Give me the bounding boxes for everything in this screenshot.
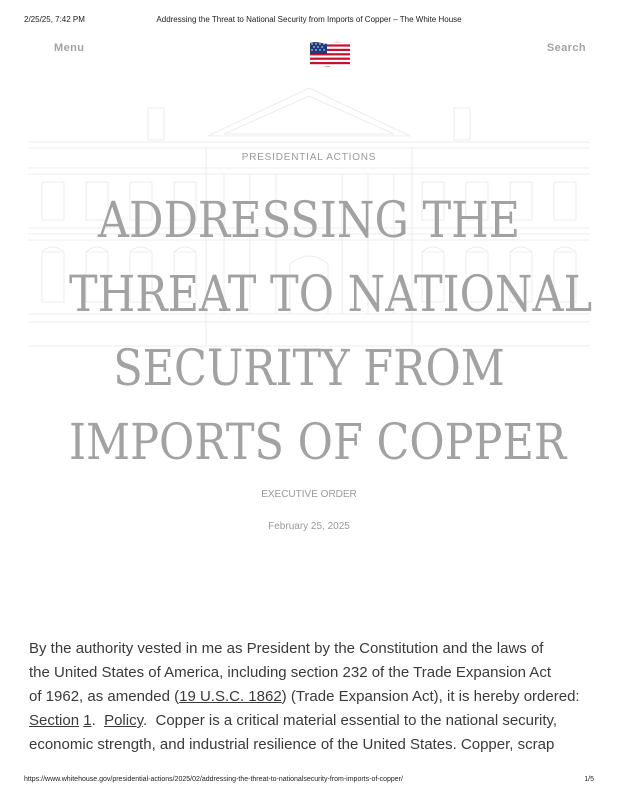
- article-body: [29, 637, 595, 757]
- doc-type-label[interactable]: EXECUTIVE ORDER: [261, 489, 357, 500]
- body-text-fragment: ) (Trade Expansion Act), it is hereby ordered:: [281, 688, 580, 705]
- usc-citation-link[interactable]: 19 U.S.C. 1862: [179, 688, 282, 705]
- body-line: economic strength, and industrial resilience of the United States. Copper, scrap: [29, 736, 555, 753]
- page-title: [69, 183, 593, 479]
- section-label: Section: [29, 712, 80, 729]
- section-number: 1: [83, 712, 92, 729]
- eyebrow-label[interactable]: PRESIDENTIAL ACTIONS: [241, 152, 377, 163]
- us-flag-icon[interactable]: [308, 40, 352, 70]
- body-line: the United States of America, including section 232 of the Trade Expansion Act: [29, 664, 551, 681]
- title-line: IMPORTS OF COPPER: [69, 413, 567, 471]
- menu-button[interactable]: Menu: [54, 42, 85, 54]
- body-text-fragment: of 1962, as amended (: [29, 688, 180, 705]
- site-nav: [0, 38, 618, 74]
- page-number: 1/5: [584, 776, 594, 783]
- body-line: Section 1. Policy. Copper is a critical material essential to the national security,: [29, 712, 558, 729]
- title-line: ADDRESSING THE: [97, 191, 521, 249]
- policy-label: Policy: [104, 712, 143, 729]
- search-button[interactable]: Search: [546, 42, 586, 54]
- publish-date: February 25, 2025: [268, 521, 350, 532]
- body-line: [29, 685, 595, 709]
- body-text-fragment: Copper is a critical material essential to the national security,: [155, 712, 558, 729]
- print-header: [0, 15, 618, 27]
- body-line: By the authority vested in me as President by the Constitution and the laws of: [29, 640, 544, 657]
- title-line: SECURITY FROM: [113, 339, 505, 397]
- title-line: THREAT TO NATIONAL: [69, 265, 593, 323]
- print-title: Addressing the Threat to National Security from Imports of Copper – The White House: [156, 15, 462, 24]
- page-url: https://www.whitehouse.gov/presidential-actions/2025/02/addressing-the-threat-to-nationalsecurity-from-imports-of-copper/: [24, 776, 403, 783]
- print-date: 2/25/25, 7:42 PM: [24, 15, 85, 24]
